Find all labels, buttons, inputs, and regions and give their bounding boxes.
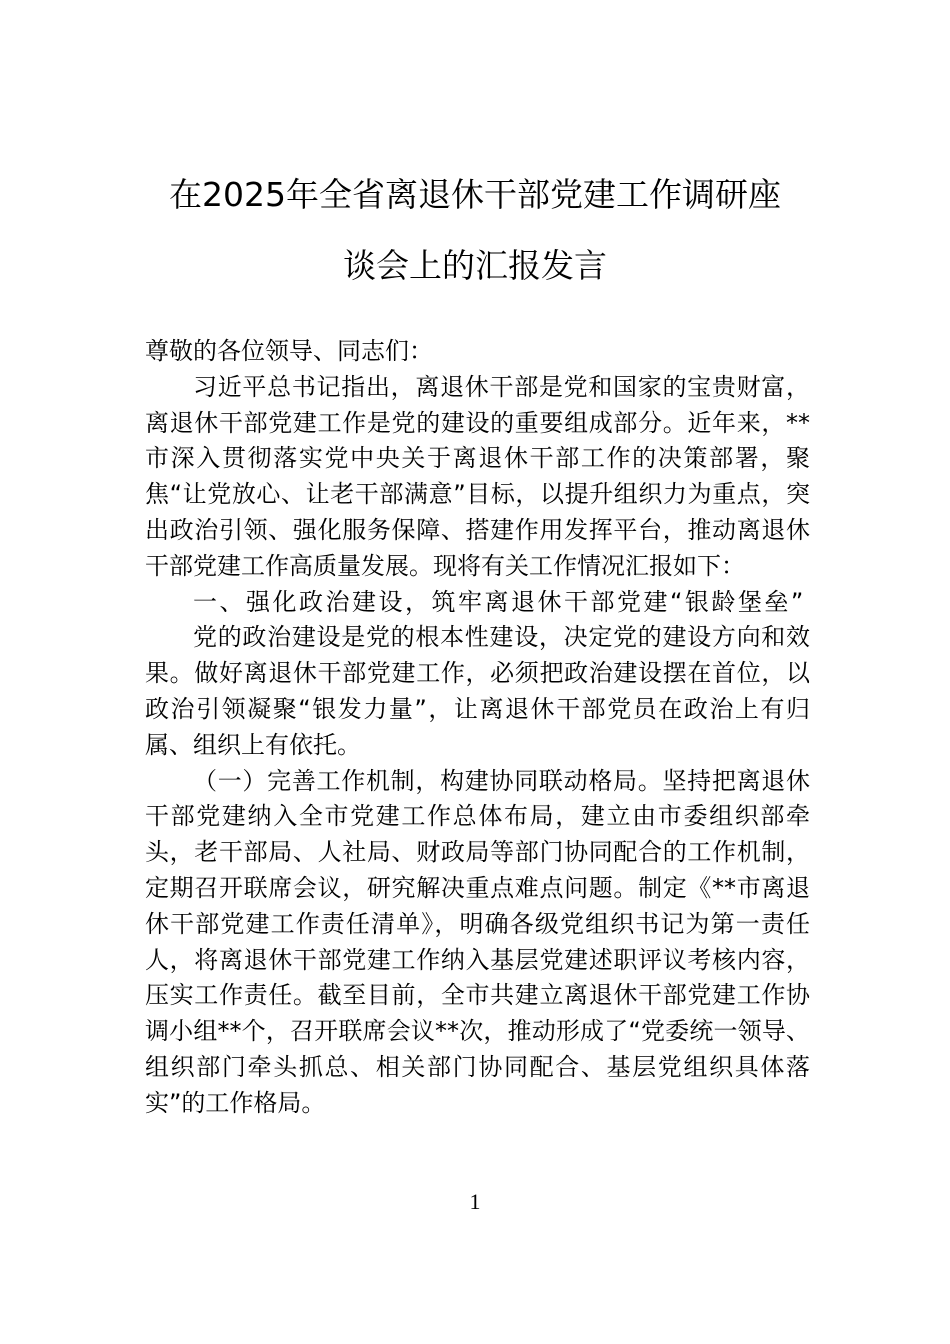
document-title-line-2: 谈会上的汇报发言 <box>343 246 607 285</box>
body-paragraph: 党的政治建设是党的根本性建设，决定党的建设方向和效果。做好离退休干部党建工作，必须把政治建设摆在首位，以政治引领凝聚“银发力量”，让离退休干部党员在政治上有归属、组织上有依托。 <box>145 623 810 759</box>
salutation: 尊敬的各位领导、同志们： <box>145 337 433 365</box>
page-number: 1 <box>469 1189 481 1214</box>
section-heading: 一、强化政治建设，筑牢离退休干部党建“银龄堡垒” <box>193 587 806 616</box>
document-body <box>145 334 810 1122</box>
document-title-line-1: 在2025年全省离退休干部党建工作调研座 <box>169 175 781 214</box>
body-paragraph: （一）完善工作机制，构建协同联动格局。坚持把离退休干部党建纳入全市党建工作总体布局，建立由市委组织部牵头，老干部局、人社局、财政局等部门协同配合的工作机制，定期召开联席会议，研究解决重点难点问题。制定《**市离退休干部党建工作责任清单》，明确各级党组织书记为第一责任人，将离退休干部党建工作纳入基层党建述职评议考核内容，压实工作责任。截至目前，全市共建立离退休干部党建工作协调小组**个，召开联席会议**次，推动形成了“党委统一领导、组织部门牵头抓总、相关部门协同配合、基层党组织具体落实”的工作格局。 <box>145 766 810 1117</box>
body-paragraph: 习近平总书记指出，离退休干部是党和国家的宝贵财富，离退休干部党建工作是党的建设的重要组成部分。近年来，**市深入贯彻落实党中央关于离退休干部工作的决策部署，聚焦“让党放心、让老干部满意”目标，以提升组织力为重点，突出政治引领、强化服务保障、搭建作用发挥平台，推动离退休干部党建工作高质量发展。现将有关工作情况汇报如下： <box>145 372 810 580</box>
